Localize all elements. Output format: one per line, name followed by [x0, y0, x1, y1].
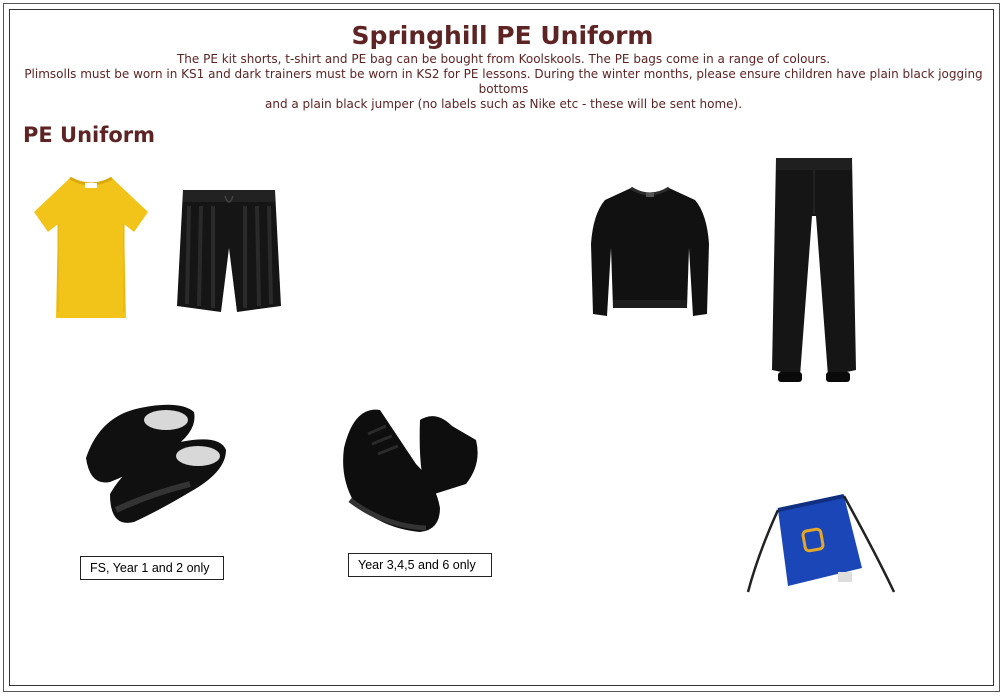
black-plimsolls-image — [80, 398, 228, 532]
caption-trainers: Year 3,4,5 and 6 only — [348, 553, 492, 577]
black-jumper-image — [589, 184, 711, 320]
page-title: Springhill PE Uniform — [351, 21, 654, 50]
intro-line-1: The PE kit shorts, t-shirt and PE bag can be bought from Koolskools. The PE bags come in a range of colours. — [176, 52, 831, 66]
black-trainers-image — [340, 404, 480, 536]
caption-plimsolls: FS, Year 1 and 2 only — [80, 556, 224, 580]
blue-pe-bag-image — [744, 494, 898, 600]
yellow-tshirt-image — [30, 172, 152, 322]
black-jogging-bottoms-image — [768, 156, 860, 384]
intro-line-2: Plimsolls must be worn in KS1 and dark trainers must be worn in KS2 for PE lessons. During the winter months, please ensure children have plain black jogging bottoms — [24, 67, 983, 96]
section-heading: PE Uniform — [23, 123, 156, 147]
intro-text — [22, 52, 985, 112]
intro-line-3: and a plain black jumper (no labels such as Nike etc - these will be sent home). — [264, 97, 743, 111]
black-shorts-image — [175, 186, 283, 314]
